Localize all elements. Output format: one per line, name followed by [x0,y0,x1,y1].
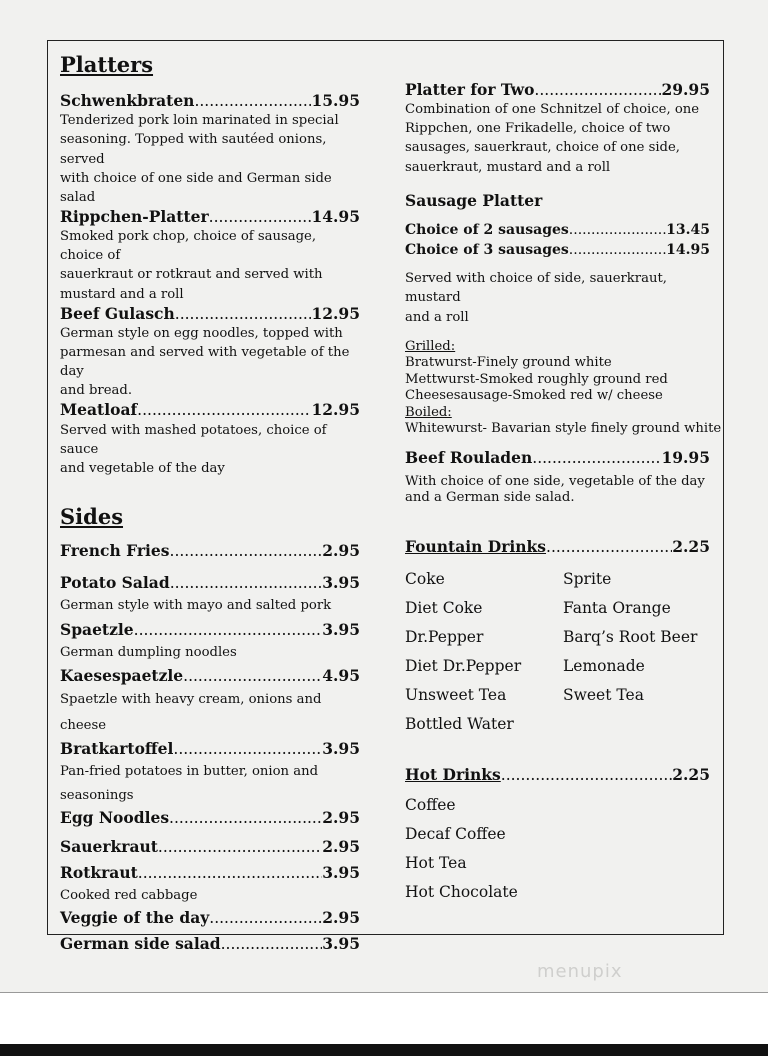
leader-dots [209,908,322,928]
leader-dots [138,863,322,883]
item-price: 19.95 [661,447,710,467]
drink-item: Hot Chocolate [405,883,518,902]
leader-dots [158,837,322,857]
scan-bottom-edge [0,1044,768,1056]
item-description: Tenderized pork loin marinated in special seasoning. Topped with sautéed onions, served with choice of one side and German side salad [60,113,339,205]
menu-item-rippchen-platter [60,207,360,304]
drink-item: Sprite [563,569,612,588]
side-german-side-salad [60,934,360,954]
side-spaetzle [60,620,360,667]
item-name: German side salad [60,934,221,953]
item-name: Beef Rouladen [405,447,533,467]
item-description: Smoked pork chop, choice of sausage, choice of sauerkraut or rotkraut and served with mustard and a roll [60,229,323,302]
item-price: 12.95 [311,303,360,323]
item-description: Served with mashed potatoes, choice of sauce and vegetable of the day [60,422,327,476]
item-name: Rippchen-Platter [60,207,209,227]
sausage-option-3: Choice of 3 sausages ..... 14.95 [405,241,710,259]
drink-item: Bottled Water [405,714,514,733]
item-name: Kaesespaetzle [60,666,184,686]
item-price: 2.95 [322,907,360,927]
leader-dots [194,91,311,111]
item-name: Meatloaf [60,400,138,420]
fountain-drinks-list [405,565,710,739]
side-bratkartoffel [60,739,360,808]
side-egg-noodles [60,808,360,828]
drink-item: Coffee [405,796,456,815]
drink-item: Decaf Coffee [405,825,506,844]
left-column [60,52,360,954]
drink-item: Fanta Orange [563,598,671,617]
item-description: Spaetzle with heavy cream, onions and cheese [60,691,322,733]
menu-item-schwenkbraten [60,91,360,207]
leader-dots [170,541,323,561]
side-sauerkraut [60,837,360,857]
leader-dots [175,304,312,324]
item-price: 2.95 [322,541,360,561]
leader-dots [134,620,323,640]
item-name: Bratkartoffel [60,739,174,759]
item-price: 2.95 [322,808,360,828]
leader-dots [137,400,311,420]
item-name: Schwenkbraten [60,91,195,111]
item-name: Veggie of the day [60,907,210,927]
item-price: 3.95 [322,573,360,593]
item-description: German style with mayo and salted pork [60,598,332,614]
drink-item: Lemonade [563,656,645,675]
leader-dots [569,241,666,259]
leader-dots [532,448,661,468]
item-price: 29.95 [661,80,710,99]
leader-dots [169,808,322,828]
drink-item: Dr.Pepper [405,627,484,646]
item-name: Spaetzle [60,619,134,639]
item-price: 3.95 [322,619,360,639]
item-description: Combination of one Schnitzel of choice, one Rippchen, one Frikadelle, choice of two sausages, sauerkraut, choice of one side, sauerkraut, mustard and a roll [405,102,700,175]
leader-dots [546,537,672,557]
item-name: Platter for Two [405,80,535,99]
item-price: 14.95 [311,207,360,227]
right-column [405,80,722,907]
hot-drinks-list [405,791,710,907]
side-veggie-of-the-day [60,908,360,928]
hot-drinks-heading: Hot Drinks ..... 2.25 [405,765,710,785]
leader-dots [173,739,322,759]
grilled-label: Grilled: [405,338,456,354]
drink-item: Unsweet Tea [405,685,507,704]
item-price: 12.95 [311,400,360,420]
drink-item: Diet Dr.Pepper [405,656,522,675]
sausage-platter-heading: Sausage Platter [405,190,543,210]
boiled-sausages: Whitewurst- Bavarian style finely ground white [405,421,722,437]
side-rotkraut [60,863,360,908]
menu-item-beef-gulasch [60,304,360,401]
leader-dots [569,221,666,239]
leader-dots [170,573,323,593]
item-name: Potato Salad [60,573,170,593]
item-name: Beef Gulasch [60,303,175,323]
leader-dots [183,666,322,686]
drink-item: Coke [405,569,445,588]
boiled-label: Boiled: [405,404,452,420]
scan-bottom-margin [0,992,768,1045]
item-price: 15.95 [311,91,360,111]
menu-item-meatloaf [60,400,360,478]
drink-item: Sweet Tea [563,685,644,704]
item-price: 4.95 [322,666,360,686]
item-description: With choice of one side, vegetable of the day and a German side salad. [405,473,705,506]
item-description: German style on egg noodles, topped with parmesan and served with vegetable of the day and bread. [60,325,350,399]
menu-item-platter-for-two [405,80,710,177]
sausage-platter-description: Served with choice of side, sauerkraut, mustard and a roll [405,271,667,325]
sausage-option-2: Choice of 2 sausages ..... 13.45 [405,221,710,239]
drink-item: Diet Coke [405,598,483,617]
item-price: 3.95 [322,739,360,759]
side-potato-salad [60,573,360,620]
item-name: Rotkraut [60,862,138,882]
item-description: Cooked red cabbage [60,887,198,903]
item-price: 3.95 [322,934,360,953]
side-kaesespaetzle [60,666,360,739]
item-description: Pan-fried potatoes in butter, onion and seasonings [60,763,319,803]
leader-dots [501,765,672,785]
item-name: Egg Noodles [60,808,170,828]
item-description: German dumpling noodles [60,645,237,661]
leader-dots [221,934,323,954]
menu-item-beef-rouladen [405,448,710,507]
leader-dots [209,207,312,227]
item-price: 2.95 [322,836,360,856]
leader-dots [534,80,661,100]
drink-item: Barq’s Root Beer [563,627,698,646]
item-name: French Fries [60,541,170,561]
item-price: 3.95 [322,862,360,882]
sides-heading: Sides [60,504,124,529]
grilled-sausages: Bratwurst-Finely ground white Mettwurst-Smoked roughly ground red Cheesesausage-Smoked red w/ cheese [405,355,668,404]
platters-heading: Platters [60,52,154,77]
side-french-fries [60,541,360,561]
item-name: Sauerkraut [60,836,158,856]
watermark-logo: menupix [537,961,623,982]
drink-item: Hot Tea [405,854,467,873]
fountain-drinks-heading: Fountain Drinks ..... 2.25 [405,537,710,557]
